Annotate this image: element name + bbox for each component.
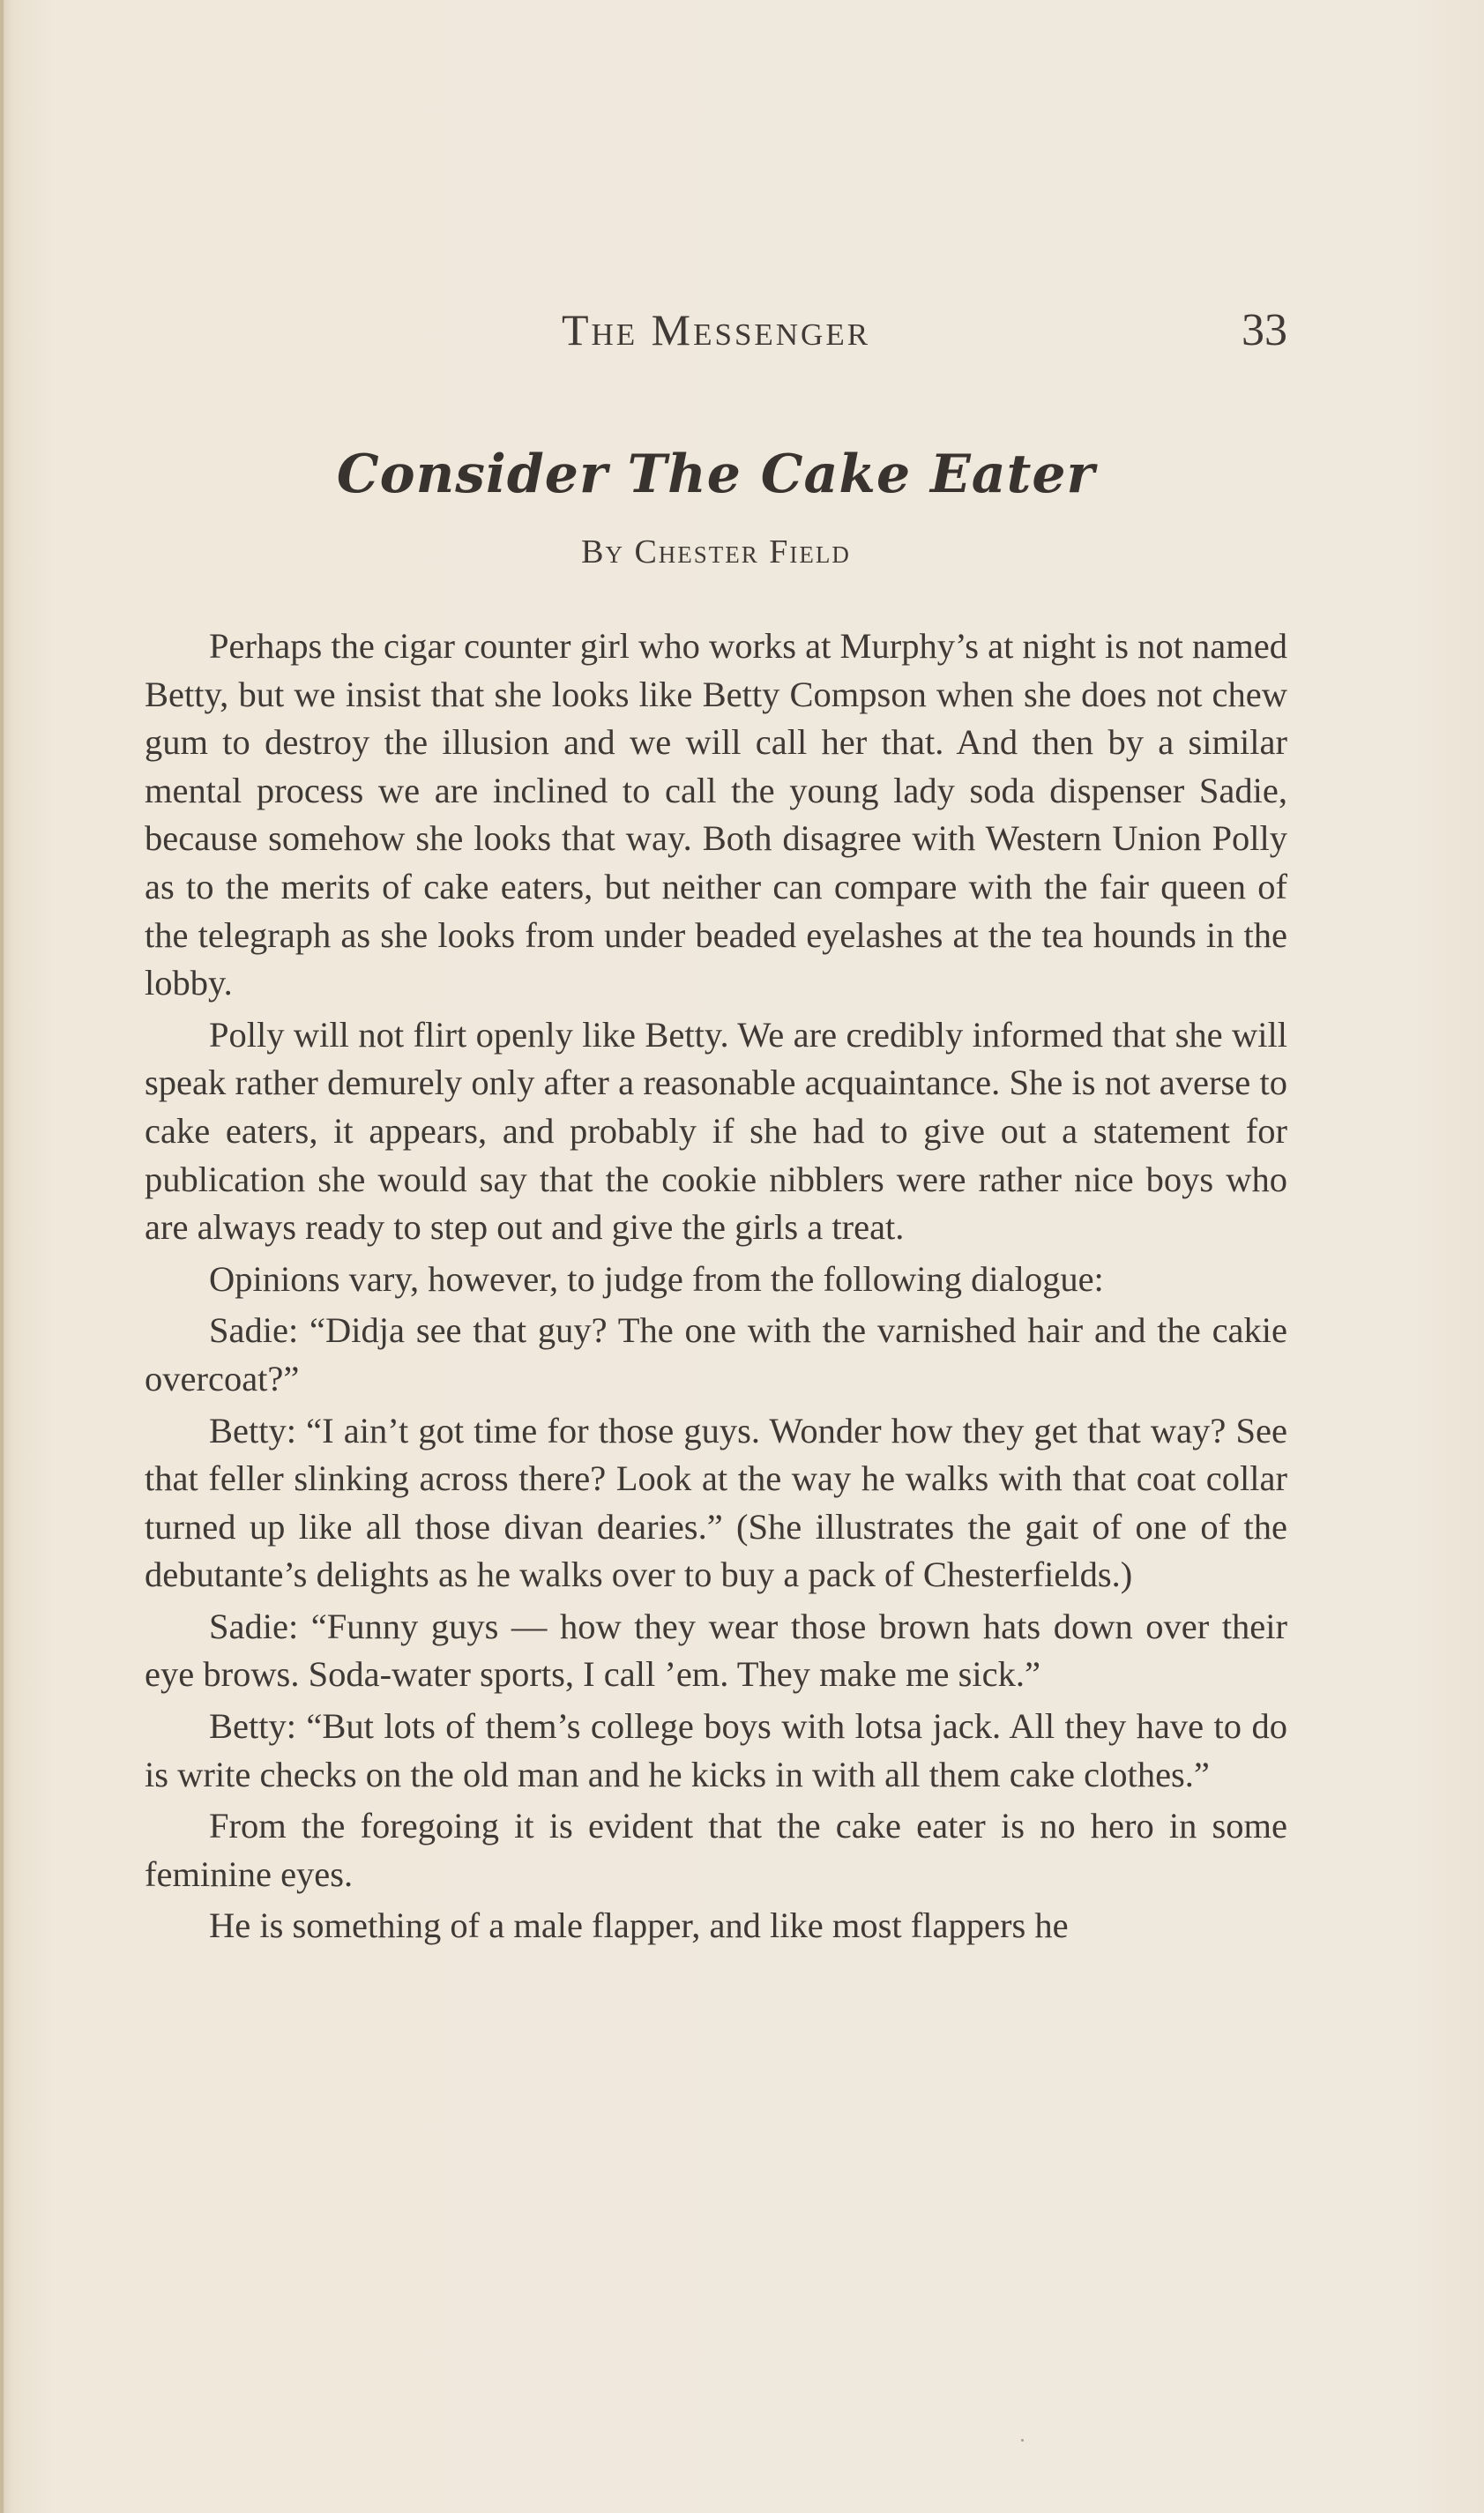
journal-title: The Messenger [561, 305, 871, 354]
article-title: Consider The Cake Eater [336, 444, 1096, 505]
paragraph: Sadie: “Funny guys — how they wear those brown hats down over their eye brows. Soda-water sports, I call ’em. They make me sick.” [145, 1606, 1287, 1695]
paragraph: Sadie: “Didja see that guy? The one with the varnished hair and the cakie overcoat?” [145, 1310, 1287, 1398]
paragraph: From the foregoing it is evident that the cake eater is no hero in some feminine eyes. [145, 1806, 1287, 1894]
paragraph: Opinions vary, however, to judge from the following dialogue: [209, 1258, 1104, 1299]
binding-edge [0, 0, 4, 2513]
paragraph: Perhaps the cigar counter girl who works at Murphy’s at night is not named Betty, but we insist that she looks like Betty Compson when she does not chew gum to destroy the illusion and we will call her that. And then by a similar mental process we are inclined to call the young lady soda dispenser Sadie, because somehow she looks that way. Both disagree with Western Union Polly as to the merits of cake eaters, but neither can compare with the fair queen of the telegraph as she looks from under beaded eyelashes at the tea hounds in the lobby. [145, 626, 1287, 1003]
running-head [145, 304, 1287, 366]
paper-speck [1021, 2439, 1024, 2442]
paragraph: Polly will not flirt openly like Betty. We are credibly informed that she will speak rather demurely only after a reasonable acquaintance. She is not averse to cake eaters, it appears, and probably if she had to give out a statement for publication she would say that the cookie nibblers were rather nice boys who are always ready to step out and give the girls a treat. [145, 1014, 1287, 1248]
paragraph: Betty: “I ain’t got time for those guys. Wonder how they get that way? See that feller slinking across there? Look at the way he walks with that coat collar turned up like all those divan dearies.” (She illustrates the gait of one of the debutante’s delights as he walks over to buy a pack of Chesterfields.) [145, 1410, 1287, 1595]
paragraph: He is something of a male flapper, and like most flappers he [209, 1905, 1069, 1946]
article-byline: By Chester Field [581, 533, 851, 570]
page-number: 33 [1242, 305, 1287, 355]
article-body [145, 623, 1287, 1954]
paragraph: Betty: “But lots of them’s college boys with lotsa jack. All they have to do is write checks on the old man and he kicks in with all them cake clothes.” [145, 1706, 1287, 1794]
